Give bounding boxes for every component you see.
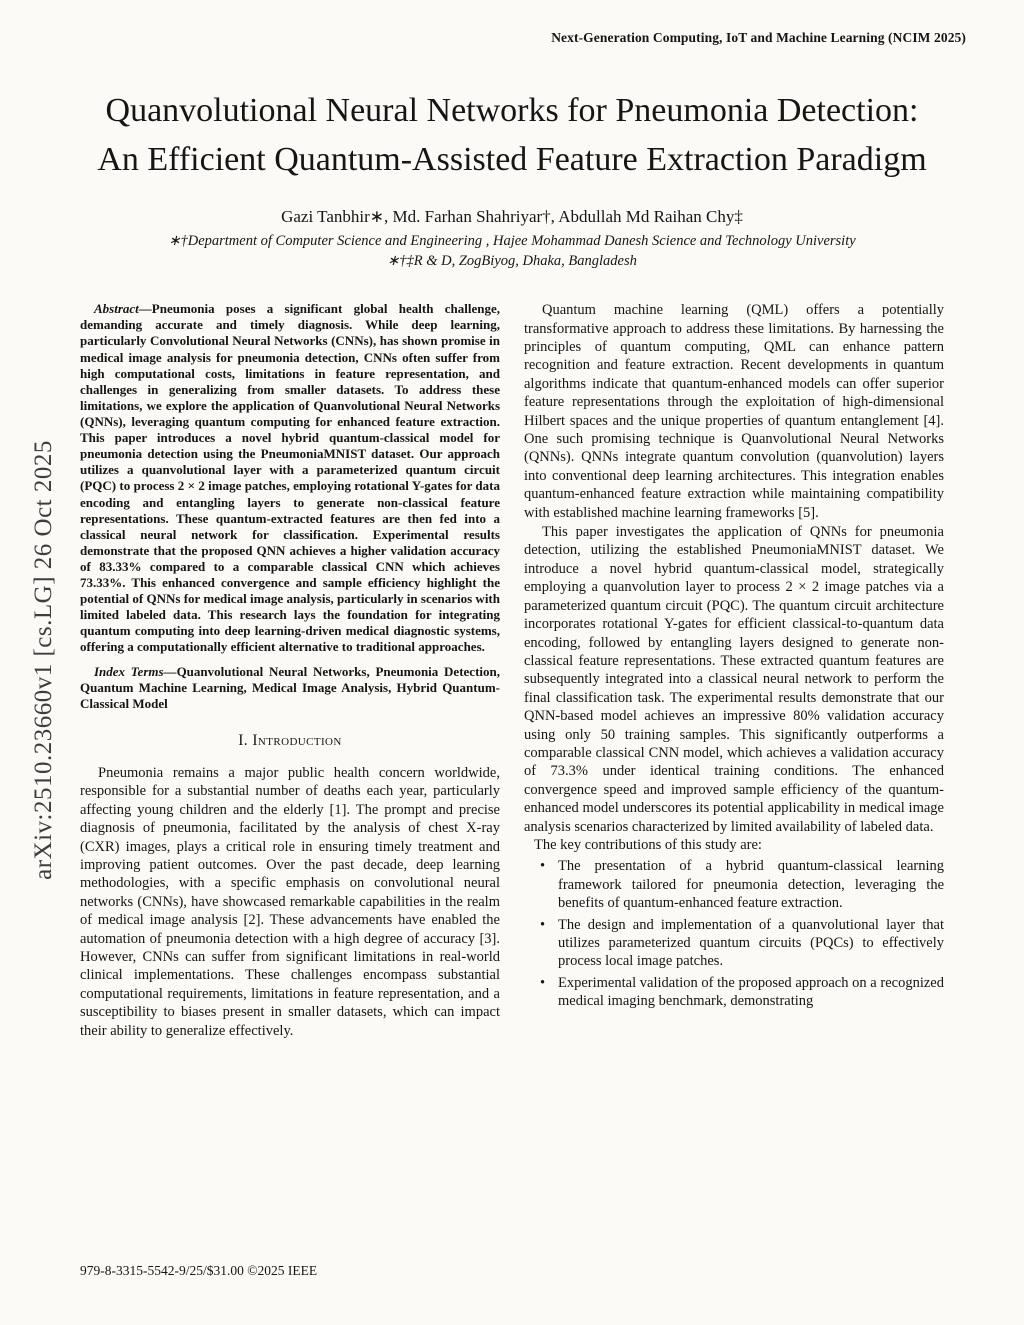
right-paragraph-2: This paper investigates the application of QNNs for pneumonia detection, utilizing the established PneumoniaMNIST dataset. We introduce a novel hybrid quantum-classical model, strategically employing a quanvolution layer to process 2 × 2 image patches via a parameterized quantum circuit (PQC). The quantum circuit architecture incorporates rotational Y-gates for efficient classical-to-quantum data encoding, followed by entangling layers designed to generate non-classical feature representations. These extracted quantum features are subsequently integrated into a classical neural network to perform the final classification task. The experimental results demonstrate that our QNN-based model achieves an impressive 80% validation accuracy using only 50 training samples. This significantly outperforms a comparable classical CNN model, which achieves a validation accuracy of 73.3% under identical training conditions. The enhanced convergence speed and improved sample efficiency of the quantum-enhanced model underscores its potential applicability in medical image analysis scenarios characterized by limited availability of labeled data. [524, 524, 944, 835]
list-item: • The presentation of a hybrid quantum-classical learning framework tailored for pneumonia detection, leveraging the benefits of quantum-enhanced feature extraction. [524, 857, 944, 912]
index-terms-paragraph [80, 664, 500, 712]
paper-title: Quanvolutional Neural Networks for Pneumonia Detection: An Efficient Quantum-Assisted Feature Extraction Paradigm [97, 92, 927, 179]
right-column [524, 301, 944, 1040]
conference-header: Next-Generation Computing, IoT and Machine Learning (NCIM 2025) [551, 30, 966, 45]
arxiv-identifier: arXiv:2510.23660v1 [cs.LG] 26 Oct 2025 [30, 440, 57, 880]
right-paragraph-1: Quantum machine learning (QML) offers a potentially transformative approach to address these limitations. By harnessing the principles of quantum computing, QML can enhance pattern recognition and feature extraction. Recent developments in quantum algorithms indicate that quantum-enhanced models can offer superior feature representations through the exploitation of high-dimensional Hilbert spaces and the unique properties of quantum entanglement [4]. One such promising technique is Quanvolutional Neural Networks (QNNs). QNNs integrate quantum convolution (quanvolution) layers into conventional deep learning architectures. This integration enables quantum-enhanced feature extraction while maintaining compatibility with established machine learning frameworks [5]. [524, 302, 944, 521]
index-terms-text: Quanvolutional Neural Networks, Pneumonia Detection, Quantum Machine Learning, Medical Image Analysis, Hybrid Quantum-Classical Model [80, 663, 500, 711]
author-line: Gazi Tanbhir∗, Md. Farhan Shahriyar†, Abdullah Md Raihan Chy‡ [281, 206, 743, 226]
section-heading-introduction: I. Introduction [238, 731, 342, 749]
two-column-body [80, 301, 944, 1040]
contributions-intro: The key contributions of this study are: [534, 836, 762, 853]
copyright-footer: 979-8-3315-5542-9/25/$31.00 ©2025 IEEE [80, 1263, 318, 1278]
left-column [80, 301, 500, 1040]
list-item: • The design and implementation of a quanvolutional layer that utilizes parameterized quantum circuits (PQCs) to effectively process local image patches. [524, 916, 944, 971]
abstract-label: Abstract— [94, 301, 152, 317]
affiliation-organization: ∗†‡R & D, ZogBiyog, Dhaka, Bangladesh [387, 252, 637, 269]
abstract-text: Pneumonia poses a significant global health challenge, demanding accurate and timely diagnosis. While deep learning, particularly Convolutional Neural Networks (CNNs), has shown promise in medical image analysis for pneumonia detection, CNNs often suffer from high computational costs, limitations in feature representation, and challenges in generalizing from smaller datasets. To address these limitations, we explore the application of Quanvolutional Neural Networks (QNNs), leveraging quantum computing for enhanced feature extraction. This paper introduces a novel hybrid quantum-classical model for pneumonia detection using the PneumoniaMNIST dataset. Our approach utilizes a quanvolutional layer with a parameterized quantum circuit (PQC) to process 2 × 2 image patches, employing rotational Y-gates for data encoding and entangling layers to generate non-classical feature representations. These quantum-extracted features are then fed into a classical neural network for classification. Experimental results demonstrate that the proposed QNN achieves a higher validation accuracy of 83.33% compared to a comparable classical CNN which achieves 73.33%. This enhanced convergence and sample efficiency highlight the potential of QNNs for medical image analysis, particularly in scenarios with limited labeled data. This research lays the foundation for integrating quantum computing into deep learning-driven medical diagnostic systems, offering a computationally efficient alternative to traditional approaches. [80, 301, 500, 655]
list-item: • Experimental validation of the proposed approach on a recognized medical imaging benchmark, demonstrating [524, 974, 944, 1011]
abstract-paragraph [80, 301, 500, 655]
affiliation-department: ∗†Department of Computer Science and Engineering , Hajee Mohammad Danesh Science and Technology University [168, 232, 856, 249]
introduction-paragraph-1: Pneumonia remains a major public health concern worldwide, responsible for a substantial number of deaths each year, particularly affecting young children and the elderly [1]. The prompt and precise diagnosis of pneumonia, facilitated by the analysis of chest X-ray (CXR) images, plays a critical role in ensuring timely treatment and improving patient outcomes. Over the past decade, deep learning methodologies, with a specific emphasis on convolutional neural networks (CNNs), have showcased remarkable capabilities in the realm of medical image analysis [2]. These advancements have enabled the automation of pneumonia detection with a high degree of accuracy [3]. However, CNNs can suffer from significant limitations in real-world clinical implementations. These challenges encompass substantial computational requirements, limitations in feature representation, and a susceptibility to biases present in smaller datasets, which can impact their ability to generalize effectively. [80, 764, 500, 1039]
affiliations [80, 231, 944, 272]
index-terms-label: Index Terms— [94, 663, 177, 679]
contributions-list [524, 857, 944, 1010]
